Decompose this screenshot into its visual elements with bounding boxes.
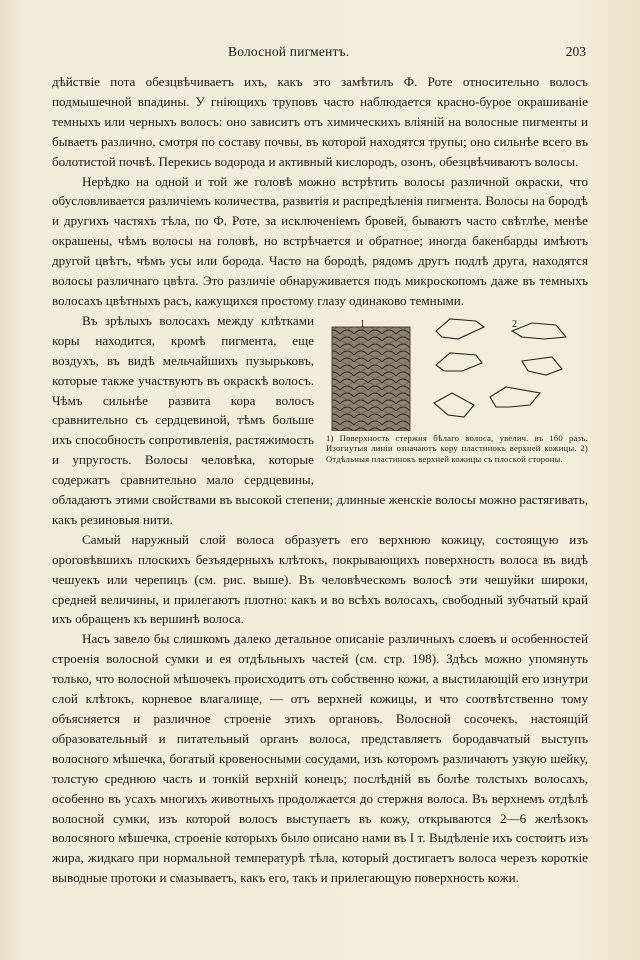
cuticle-plates — [434, 319, 566, 417]
figure-label-2: 2 — [512, 318, 517, 330]
hair-cuticle-illustration — [326, 313, 588, 431]
paragraph-5: Насъ завело бы слишкомъ далеко детальное описаніе различныхъ слоевъ и особенностей строенія волосной сумки и ея отдѣльныхъ частей (см. стр. 198). Здѣсь можно упомянуть только, что волосной мѣшочекъ происходитъ отъ собственно кожи, а выстилающій его изнутри слой клѣтокъ, корневое влагалище, — отъ верхней кожицы, и что соотвѣтственно тому объясняется и различное строеніе этихъ органовъ. Волосной сосочекъ, настоящій образовательный и питательный органъ волоса, представляетъ бородавчатый выступъ волосного мѣшечка, богатый кровеносными сосудами, изъ которомъ различаютъ узкую шейку, толстую среднюю часть и тонкій верхній конецъ; послѣдній въ болѣе толстыхъ волосахъ, особенно въ усахъ многихъ животныхъ продолжается до стержня волоса. Въ верхнемъ отдѣлѣ волосной сумки, изъ которой волосъ выступаетъ въ кожу, открываются 2—6 желѣзокъ волосяного мѣшечка, строеніе которыхъ было описано нами въ I т. Выдѣленіе ихъ состоитъ изъ жира, жидкаго при нормальной температурѣ тѣла, который достигаетъ волоса черезъ короткіе выводные протоки и смазываетъ, какъ его, такъ и прилегающую поверхность кожи. — [52, 631, 588, 886]
paragraph-2: Нерѣдко на одной и той же головѣ можно встрѣтить волосы различной окраски, что обусловливается различіемъ количества, развитія и распредѣленія пигмента. Волосы на бородѣ и другихъ частяхъ тѣла, по Ф. Роте, за исключеніемъ бровей, бываютъ часто свѣтлѣе, менѣе окрашены, чѣмъ волосы на головѣ, но встрѣчается и обратное; иногда бакенбарды имѣютъ другой цвѣтъ, чѣмъ усы или борода. Часто на бородѣ, рядомъ другъ подлѣ друга, находятся волосы различнаго цвѣта. Это различіе обнаруживается подъ микроскопомъ даже въ темныхъ волосахъ цвѣтныхъ расъ, кажущихся простому глазу одинаково темными. — [52, 173, 588, 308]
running-header — [52, 44, 586, 64]
hair-shaft-surface — [332, 327, 410, 431]
hair-figure — [326, 313, 588, 483]
paragraph-1: дѣйствіе пота обезцвѣчиваетъ ихъ, какъ это замѣтилъ Ф. Роте относительно волосъ подмышечной впадины. У гніющихъ труповъ часто наблюдается красно-бурое окрашиваніе темныхъ или черныхъ волосъ: оно зависитъ отъ химическихъ вліяній на волосные пигменты и бываетъ различно, смотря по составу почвы, въ которой находятся трупы; оно сильнѣе всего въ болотистой почвѣ. Перекись водорода и активный кислородъ, озонъ, обезцвѣчиваютъ волосы. — [52, 74, 588, 169]
page-body — [52, 72, 588, 888]
paragraph-3: Въ зрѣлыхъ волосахъ между клѣтками коры находится, кромѣ пигмента, еще воздухъ, въ видѣ мельчайшихъ пузырьковъ, которые также участвуютъ въ окраскѣ волосъ. Чѣмъ сильнѣе развита кора волосъ сравнительно съ сердцевиной, тѣмъ больше ихъ способность сопротивленія, растяжимость и упругость. Волосы человѣка, которые содержатъ сравнительно мало сердцевины, обладаютъ этими свойствами въ высокой степени; длинные женскіе волосы можно растягивать, какъ резиновыя нити. — [52, 312, 588, 527]
page-number: 203 — [565, 44, 586, 59]
figure-label-1: 1 — [360, 318, 365, 330]
figure-caption: 1) Поверхность стержня бѣлаго волоса, увелич. въ 160 разъ. Изогнутыя линіи означаютъ кору пластинокъ верхней кожицы. 2) Отдѣльныя пластинокъ верхней кожицы съ плоской стороны. — [326, 432, 588, 465]
running-title: Волосной пигментъ. — [228, 44, 350, 59]
paragraph-4: Самый наружный слой волоса образуетъ его верхнюю кожицу, состоящую изъ ороговѣвшихъ плоскихъ безъядерныхъ клѣтокъ, покрывающихъ поверхность волоса въ видѣ чешуекъ или черепицъ (см. рис. выше). Въ человѣческомъ волосѣ эти чешуйки широки, средней величины, и прилегаютъ плотно: какъ и во всѣхъ волосахъ, свободный зубчатый край ихъ обращенъ къ вершинѣ волоса. — [52, 531, 588, 627]
